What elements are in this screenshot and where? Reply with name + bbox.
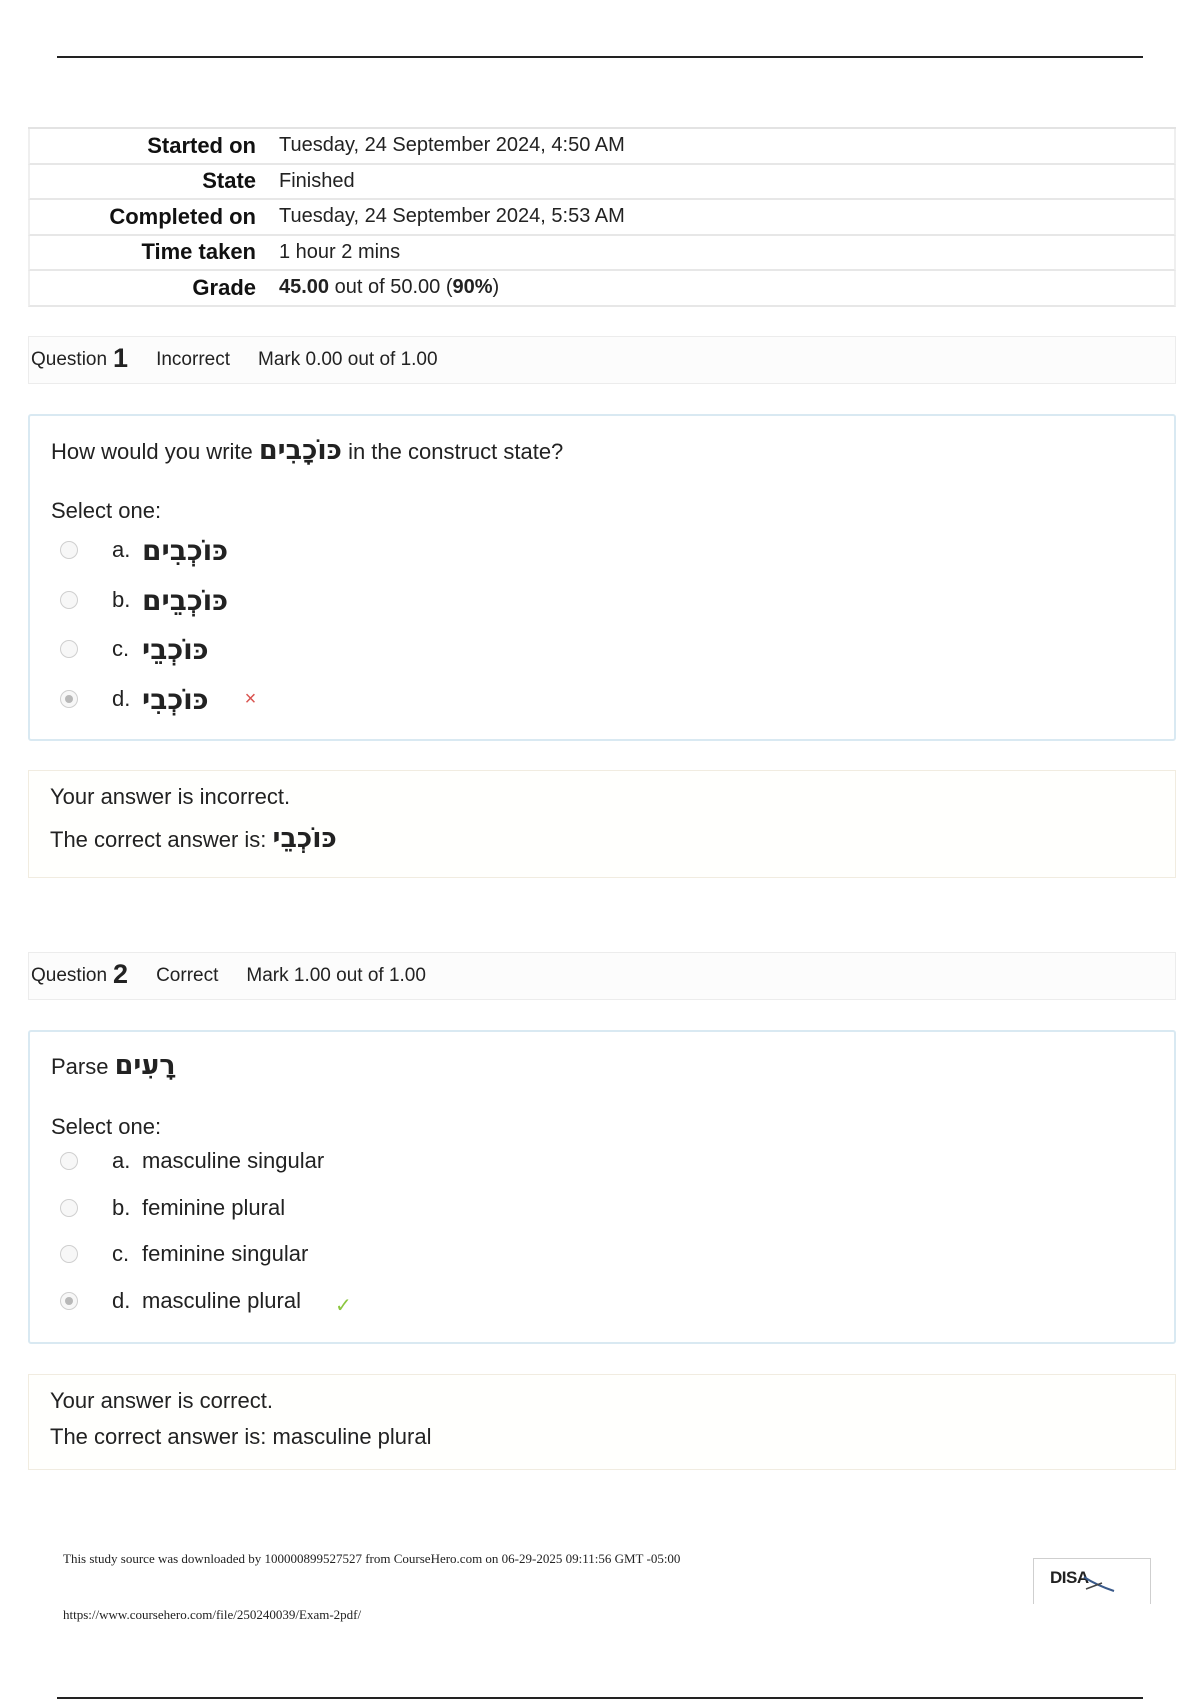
- option-text: feminine singular: [142, 1241, 309, 1266]
- disa-badge: [1033, 1558, 1151, 1604]
- option-text: כּוֹכְבֵים: [142, 583, 229, 617]
- option-letter: b.: [112, 587, 131, 612]
- answer-option[interactable]: [60, 1141, 660, 1181]
- question-prompt: [51, 1050, 176, 1081]
- bottom-rule: [57, 1697, 1143, 1699]
- summary-value: Tuesday, 24 September 2024, 5:53 AM: [279, 205, 625, 228]
- summary-label: State: [202, 168, 256, 194]
- correct-answer-label: The correct answer is:: [50, 1424, 273, 1449]
- radio-button[interactable]: [60, 541, 78, 559]
- question-header: [28, 952, 1176, 1000]
- question-body: [28, 414, 1176, 741]
- question-state: Incorrect: [156, 349, 230, 370]
- option-letter: c.: [112, 636, 130, 661]
- prompt-hebrew: כּוֹכָבִים: [258, 435, 342, 466]
- summary-label: Started on: [147, 132, 256, 158]
- summary-row-grade: [28, 271, 1176, 307]
- summary-label: Grade: [192, 274, 256, 300]
- prompt-text: Parse: [51, 1054, 115, 1079]
- prompt-text: How would you write: [51, 439, 259, 464]
- summary-value: Finished: [279, 169, 355, 192]
- option-text: כּוֹכְבִי: [142, 682, 209, 716]
- option-text: כּוֹכְבִים: [142, 533, 229, 567]
- option-letter: a.: [112, 537, 131, 562]
- answer-option-selected[interactable]: [60, 1281, 660, 1321]
- grade-value: [256, 276, 499, 299]
- option-text: masculine plural: [142, 1288, 301, 1313]
- answer-option[interactable]: [60, 1234, 660, 1274]
- question-mark: Mark 1.00 out of 1.00: [246, 965, 426, 986]
- radio-button-checked[interactable]: [60, 690, 78, 708]
- answer-option[interactable]: [60, 629, 660, 669]
- question-label: Question: [31, 349, 108, 370]
- question-label: Question: [31, 965, 108, 986]
- summary-value: 1 hour 2 mins: [279, 240, 401, 263]
- radio-button[interactable]: [60, 591, 78, 609]
- correct-answer-line: [50, 1424, 431, 1450]
- feedback-text: Your answer is incorrect.: [50, 784, 291, 809]
- correct-answer-line: [50, 823, 337, 854]
- feedback-text: Your answer is correct.: [50, 1388, 273, 1413]
- question-header: [28, 336, 1176, 384]
- summary-row-started: [28, 129, 1176, 165]
- source-url[interactable]: https://www.coursehero.com/file/250240039/Exam-2pdf/: [63, 1607, 362, 1622]
- question-feedback: [28, 770, 1176, 878]
- question-mark: Mark 0.00 out of 1.00: [258, 349, 438, 370]
- summary-row-completed: [28, 200, 1176, 236]
- incorrect-icon: ×: [244, 687, 257, 710]
- select-one-label: Select one:: [51, 1114, 162, 1139]
- option-letter: d.: [112, 686, 131, 711]
- correct-answer-value: masculine plural: [272, 1424, 432, 1449]
- question-feedback: [28, 1374, 1176, 1470]
- question-body: [28, 1030, 1176, 1344]
- badge-logo-text: DISA: [1050, 1568, 1089, 1587]
- grade-close: ): [492, 276, 500, 299]
- answer-option[interactable]: [60, 580, 660, 620]
- option-letter: d.: [112, 1288, 131, 1313]
- option-letter: c.: [112, 1241, 130, 1266]
- radio-button-checked[interactable]: [60, 1292, 78, 1310]
- summary-row-state: [28, 165, 1176, 201]
- select-one-label: Select one:: [51, 498, 162, 523]
- summary-label: Time taken: [141, 239, 256, 265]
- summary-label: Completed on: [109, 203, 256, 229]
- answer-option-selected[interactable]: [60, 679, 660, 719]
- correct-answer-label: The correct answer is:: [50, 827, 273, 852]
- top-rule: [57, 56, 1143, 58]
- option-text: feminine plural: [142, 1195, 286, 1220]
- question-number: 1: [113, 342, 129, 373]
- prompt-hebrew: רָעִים: [114, 1050, 176, 1081]
- radio-button[interactable]: [60, 1152, 78, 1170]
- question-prompt: [51, 435, 563, 466]
- answer-option[interactable]: [60, 1188, 660, 1228]
- option-text: כּוֹכְבֵי: [142, 632, 209, 666]
- summary-row-time-taken: [28, 236, 1176, 272]
- option-letter: b.: [112, 1195, 131, 1220]
- question-number: 2: [113, 958, 129, 989]
- attempt-summary-table: [28, 127, 1176, 307]
- correct-answer-value: כּוֹכְבֵי: [272, 823, 337, 854]
- grade-score: 45.00: [279, 276, 330, 299]
- summary-value: Tuesday, 24 September 2024, 4:50 AM: [279, 134, 625, 157]
- grade-percent: 90%: [452, 276, 493, 299]
- badge-swoosh-icon: [1034, 1559, 1152, 1605]
- option-text: masculine singular: [142, 1148, 325, 1173]
- radio-button[interactable]: [60, 640, 78, 658]
- prompt-text: in the construct state?: [341, 439, 564, 464]
- grade-out-of: out of 50.00 (: [329, 276, 453, 299]
- correct-check-icon: ✓: [334, 1294, 352, 1317]
- radio-button[interactable]: [60, 1199, 78, 1217]
- radio-button[interactable]: [60, 1245, 78, 1263]
- answer-option[interactable]: [60, 530, 660, 570]
- option-letter: a.: [112, 1148, 131, 1173]
- download-note: This study source was downloaded by 100000899527527 from CourseHero.com on 06-29-2025 09:11:56 GMT -05:00: [63, 1551, 681, 1566]
- question-state: Correct: [156, 965, 219, 986]
